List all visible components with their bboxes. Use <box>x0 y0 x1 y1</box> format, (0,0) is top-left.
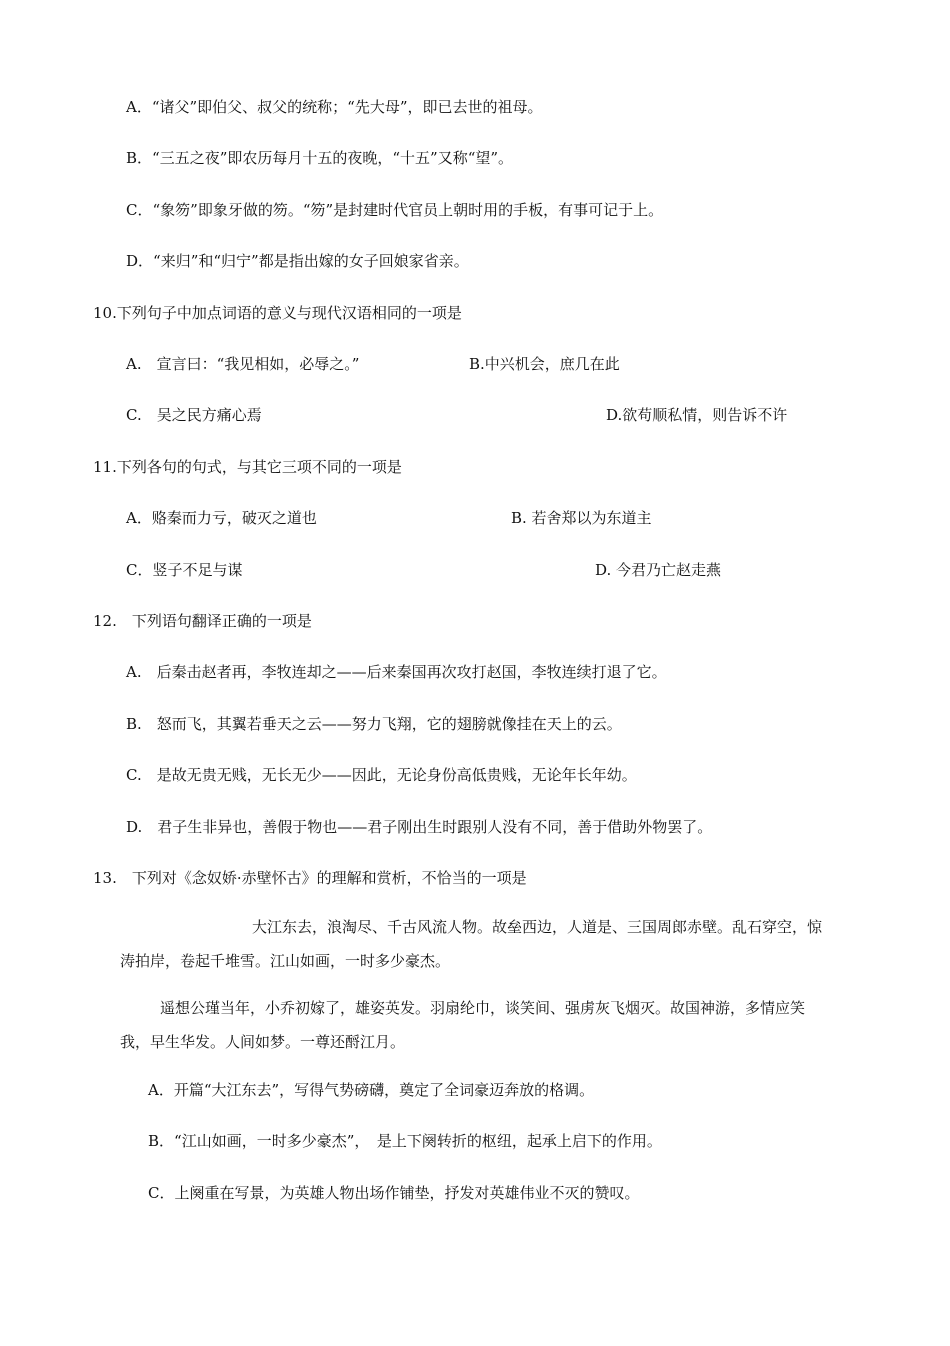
q12-stem: 12. 下列语句翻译正确的一项是 <box>93 612 312 630</box>
q9-option-c: C．“象笏”即象牙做的笏。“笏”是封建时代官员上朝时用的手板，有事可记于上。 <box>126 201 664 219</box>
q10-option-a: A. 宣言曰：“我见相如，必辱之。” <box>126 355 360 373</box>
q10-stem: 10.下列句子中加点词语的意义与现代汉语相同的一项是 <box>93 304 462 322</box>
q11-option-d: D. 今君乃亡赵走燕 <box>595 561 722 579</box>
poem-first-stanza: 大江东去，浪淘尽、千古风流人物。故垒西边，人道是、三国周郎赤壁。乱石穿空，惊涛拍岸，卷起千堆雪。江山如画，一时多少豪杰。 <box>120 918 823 970</box>
q13-option-c: C．上阕重在写景，为英雄人物出场作铺垫，抒发对英雄伟业不灭的赞叹。 <box>148 1184 640 1202</box>
q11-stem: 11.下列各句的句式，与其它三项不同的一项是 <box>93 458 402 476</box>
q13-option-b: B．“江山如画，一时多少豪杰”， 是上下阕转折的枢纽，起承上启下的作用。 <box>148 1132 662 1150</box>
q12-option-a: A. 后秦击赵者再，李牧连却之——后来秦国再次攻打赵国，李牧连续打退了它。 <box>126 663 667 681</box>
q12-option-b: B. 怒而飞，其翼若垂天之云——努力飞翔，它的翅膀就像挂在天上的云。 <box>126 715 622 733</box>
q11-option-b: B. 若舍郑以为东道主 <box>511 509 652 527</box>
q10-option-d: D.欲苟顺私情，则告诉不许 <box>606 406 788 424</box>
q12-option-d: D. 君子生非异也，善假于物也——君子刚出生时跟别人没有不同，善于借助外物罢了。 <box>126 818 713 836</box>
poem-second-stanza: 遥想公瑾当年，小乔初嫁了，雄姿英发。羽扇纶巾，谈笑间、强虏灰飞烟灭。故国神游，多情应笑我，早生华发。人间如梦。一尊还酹江月。 <box>120 999 806 1051</box>
q13-option-a: A．开篇“大江东去”，写得气势磅礴，奠定了全词豪迈奔放的格调。 <box>148 1081 595 1099</box>
q9-option-b: B．“三五之夜”即农历每月十五的夜晚，“十五”又称“望”。 <box>126 149 514 167</box>
q10-option-c: C. 吴之民方痛心焉 <box>126 406 262 424</box>
q10-option-b: B.中兴机会，庶几在此 <box>469 355 620 373</box>
q13-stem: 13. 下列对《念奴娇·赤壁怀古》的理解和赏析，不恰当的一项是 <box>93 869 527 887</box>
q12-option-c: C. 是故无贵无贱，无长无少——因此，无论身份高低贵贱，无论年长年幼。 <box>126 766 637 784</box>
q9-option-d: D．“来归”和“归宁”都是指出嫁的女子回娘家省亲。 <box>126 252 469 270</box>
q11-option-a: A．赂秦而力亏，破灭之道也 <box>126 509 317 527</box>
q9-option-a: A．“诸父”即伯父、叔父的统称；“先大母”，即已去世的祖母。 <box>126 98 543 116</box>
q11-option-c: C．竖子不足与谋 <box>126 561 243 579</box>
